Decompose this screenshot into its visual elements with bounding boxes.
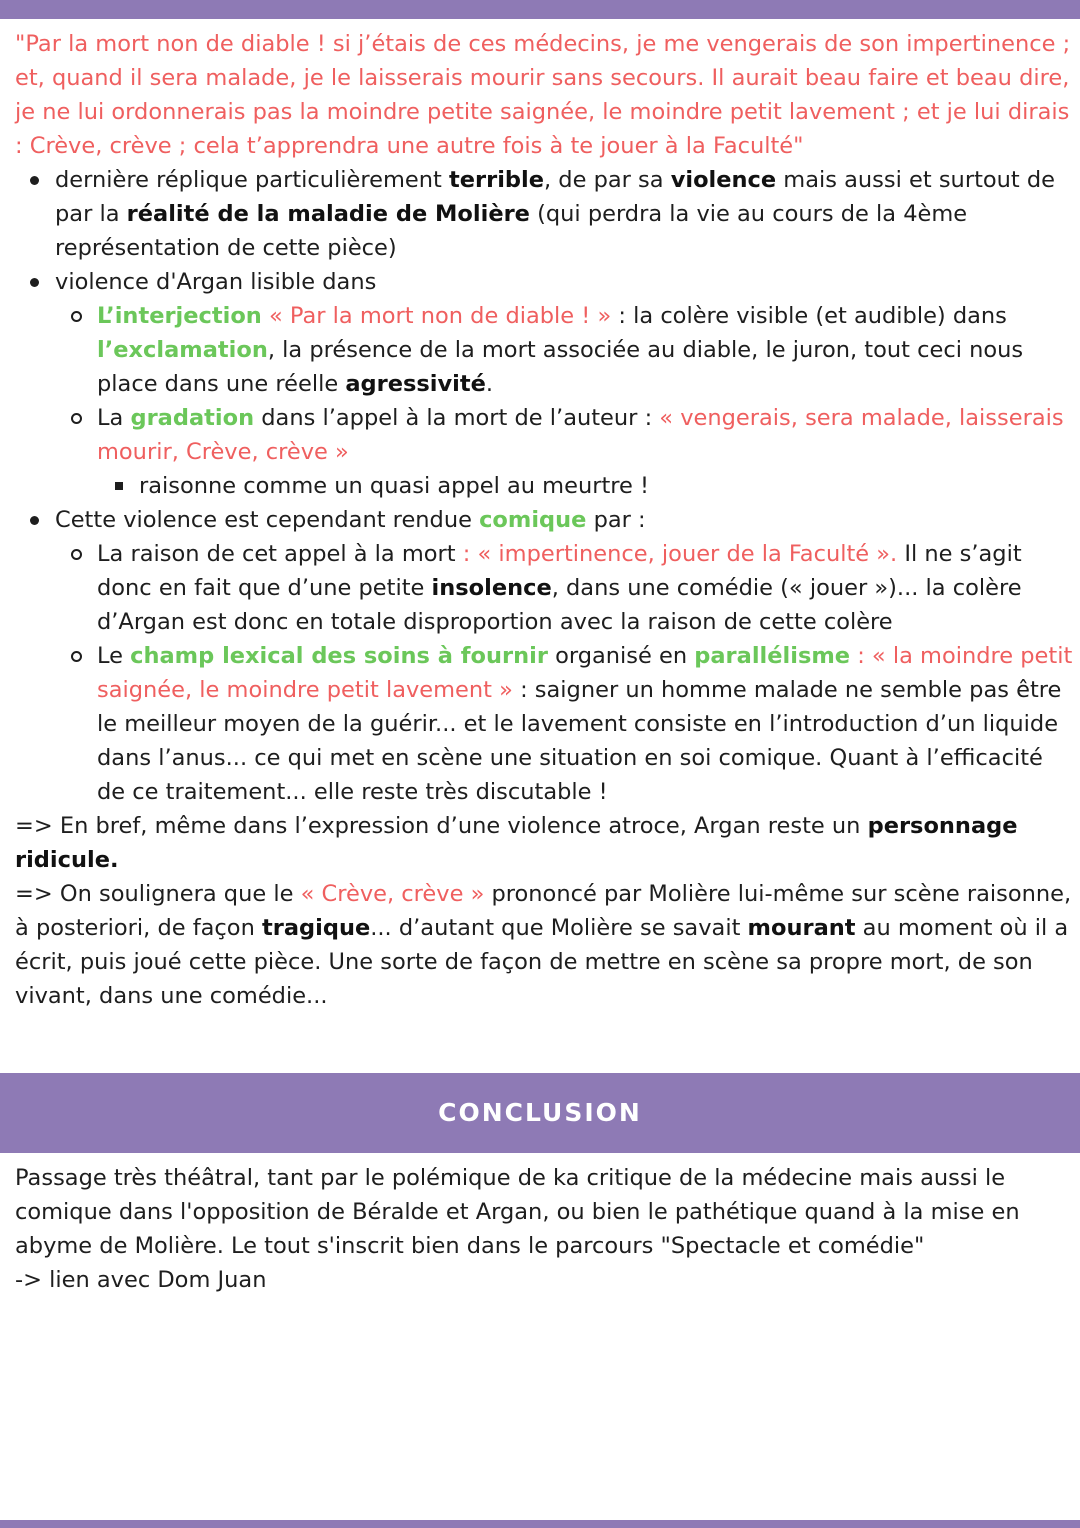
- subbullet-reason: La raison de cet appel à la mort : « impertinence, jouer de la Faculté ». Il ne s’agit donc en fait que d’une petite insolence, dans une comédie (« jouer »)... la colère d’Argan est donc en totale disproportion avec la raison de cette colère: [15, 537, 1075, 639]
- conclusion-heading: CONCLUSION: [0, 1073, 1080, 1153]
- main-bullet-list: [15, 163, 1075, 809]
- conclusion-paragraph: Passage très théâtral, tant par le polémique de ka critique de la médecine mais aussi le comique dans l'opposition de Béralde et Argan, ou bien le pathétique quand à la mise en abyme de Molière. Le tout s'inscrit bien dans le parcours "Spectacle et comédie": [15, 1165, 1020, 1259]
- bullet-terrible-reply: dernière réplique particulièrement terrible, de par sa violence mais aussi et surtout de par la réalité de la maladie de Molière (qui perdra la vie au cours de la 4ème représentation de cette pièce): [15, 163, 1075, 265]
- conclusion-link-note: -> lien avec Dom Juan: [15, 1267, 267, 1293]
- bottom-accent-bar: [0, 1520, 1080, 1528]
- subbullet-lexical-field: Le champ lexical des soins à fournir organisé en parallélisme : « la moindre petit saignée, le moindre petit lavement » : saigner un homme malade ne semble pas être le meilleur moyen de la guérir... et le lavement consiste en l’introduction d’un liquide dans l’anus... ce qui met en scène une situation en soi comique. Quant à l’efficacité de ce traitement... elle reste très discutable !: [15, 639, 1075, 809]
- summary-tragic: => On soulignera que le « Crève, crève » prononcé par Molière lui-même sur scène raisonne, à posteriori, de façon tragique... d’autant que Molière se savait mourant au moment où il a écrit, puis joué cette pièce. Une sorte de façon de mettre en scène sa propre mort, de son vivant, dans une comédie...: [15, 881, 1072, 1009]
- bullet-comic-violence: Cette violence est cependant rendue comique par :: [15, 503, 1075, 537]
- top-accent-bar: [0, 0, 1080, 19]
- intro-quote: "Par la mort non de diable ! si j’étais de ces médecins, je me vengerais de son impertinence ; et, quand il sera malade, je le laisserais mourir sans secours. Il aurait beau faire et beau dire, je ne lui ordonnerais pas la moindre petite saignée, le moindre petit lavement ; et je lui dirais : Crève, crève ; cela t’apprendra une autre fois à te jouer à la Faculté": [15, 31, 1071, 159]
- subsubbullet-murder-call: raisonne comme un quasi appel au meurtre !: [15, 469, 1075, 503]
- subbullet-interjection: L’interjection « Par la mort non de diable ! » : la colère visible (et audible) dans l’exclamation, la présence de la mort associée au diable, le juron, tout ceci nous place dans une réelle agressivité.: [15, 299, 1075, 401]
- summary-ridicule: => En bref, même dans l’expression d’une violence atroce, Argan reste un personnage ridicule.: [15, 813, 1018, 873]
- conclusion-section: [15, 1161, 1075, 1297]
- bullet-argan-violence: violence d'Argan lisible dans: [15, 265, 1075, 299]
- subbullet-gradation: La gradation dans l’appel à la mort de l’auteur : « vengerais, sera malade, laisserais mourir, Crève, crève »: [15, 401, 1075, 469]
- analysis-section: [15, 27, 1075, 1013]
